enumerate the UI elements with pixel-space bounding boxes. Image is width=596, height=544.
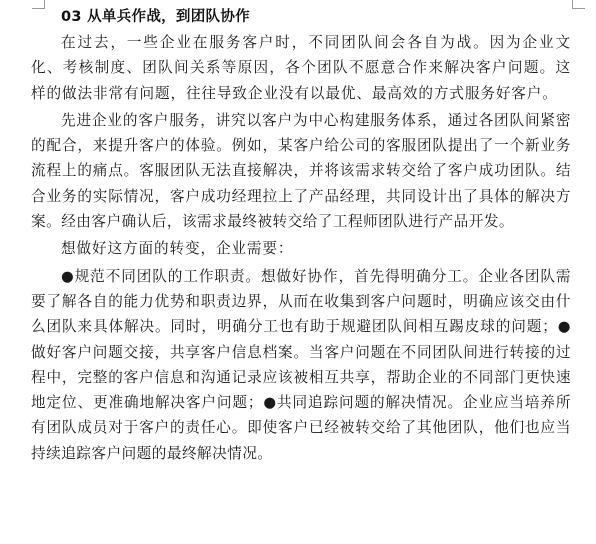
paragraph-requirements-list: ●规范不同团队的工作职责。想做好协作，首先得明确分工。企业各团队需要了解各自的能力优势和职责边界，从而在收集到客户问题时，明确应该交由什么团队来具体解决。同时，明确分工也有助于规避团队间相互踢皮球的问题；●做好客户问题交接，共享客户信息档案。当客户问题在不同团队间进行转接的过程中，完整的客户信息和沟通记录应该被相互共享，帮助企业的不同部门更快速地定位、更准确地解决客户问题；●共同追踪问题的解决情况。企业应当培养所有团队成员对于客户的责任心。即使客户已经被转交给了其他团队，他们也应当持续追踪客户问题的最终解决情况。: [31, 267, 571, 462]
document-page: [31, 6, 571, 466]
page-corner-mark-right: [572, 0, 585, 9]
section-heading: 03 从单兵作战，到团队协作: [61, 9, 250, 25]
paragraph-past-practice: 在过去，一些企业在服务客户时，不同团队间会各自为战。因为企业文化、考核制度、团队间关系等原因，各个团队不愿意合作来解决客户问题。这样的做法非常有问题，往往导致企业没有以最优、最高效的方式服务好客户。: [31, 34, 571, 102]
paragraph-advanced-service: 先进企业的客户服务，讲究以客户为中心构建服务体系，通过各团队间紧密的配合，来提升客户的体验。例如，某客户给公司的客服团队提出了一个新业务流程上的痛点。客服团队无法直接解决，并将该需求转交给了客户成功团队。结合业务的实际情况，客户成功经理拉上了产品经理，共同设计出了具体的解决方案。经由客户确认后，该需求最终被转交给了工程师团队进行产品开发。: [31, 111, 571, 231]
paragraph-transition-intro: 想做好这方面的转变，企业需要：: [61, 240, 294, 258]
